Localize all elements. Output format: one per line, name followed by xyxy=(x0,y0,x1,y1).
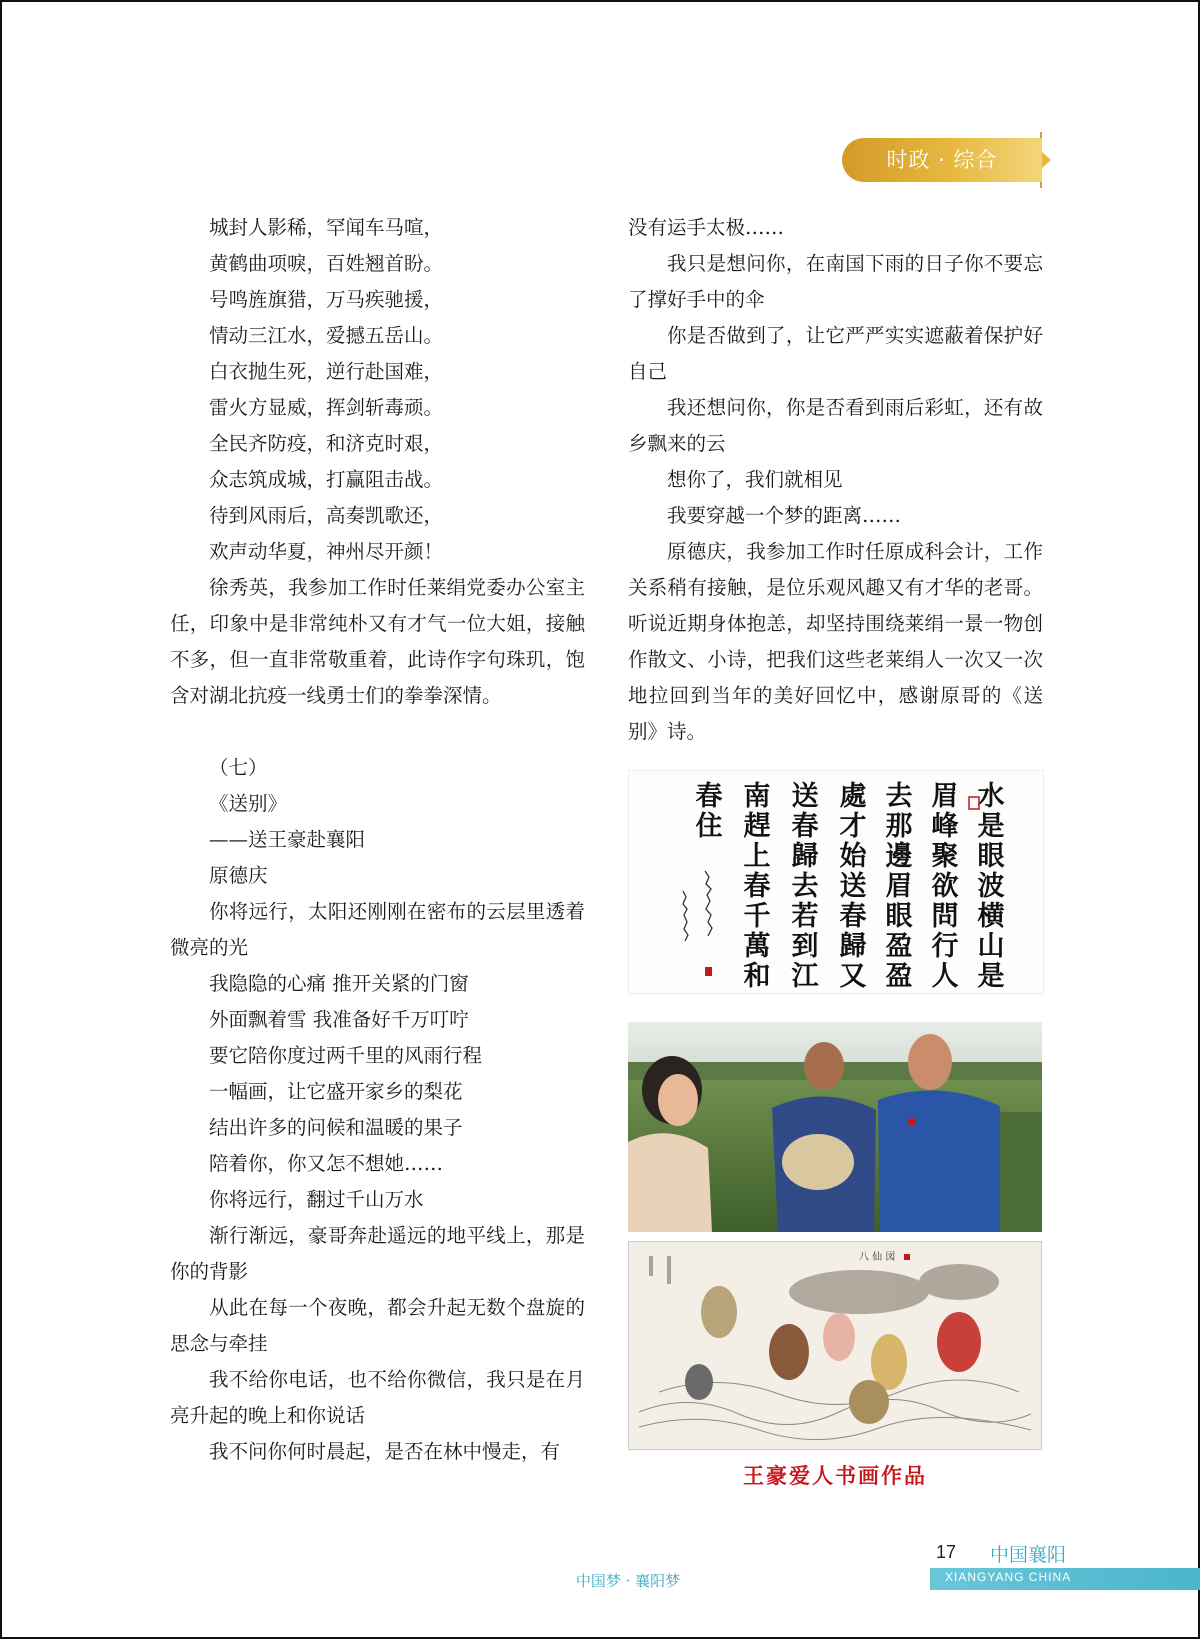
left-column xyxy=(170,210,585,1470)
poem-line: 白衣抛生死，逆行赴国难， xyxy=(209,360,444,383)
section-tag xyxy=(842,138,1042,182)
section-tag-arrow-icon xyxy=(1042,152,1051,168)
calligraphy-column: 水是眼波横山是 xyxy=(977,781,1005,992)
poem-line: 众志筑成城，打赢阻击战。 xyxy=(209,468,444,491)
poem-title: 《送别》 xyxy=(209,792,288,815)
poem-line: 待到风雨后，高奏凯歌还， xyxy=(209,504,444,527)
poem-line: 一幅画，让它盛开家乡的梨花 xyxy=(209,1080,463,1103)
calligraphy-column: 送春歸去若到江 xyxy=(791,781,819,992)
poem-line: 雷火方显威，挥剑斩毒顽。 xyxy=(209,396,444,419)
seal-stamp xyxy=(705,967,712,976)
poem-author: 原德庆 xyxy=(209,864,268,887)
poem-line: 要它陪你度过两千里的风雨行程 xyxy=(209,1044,483,1067)
calligraphy-column: 南趕上春千萬和 xyxy=(743,781,771,992)
poem-line: 结出许多的问候和温暖的果子 xyxy=(209,1116,463,1139)
calligraphy-column: 去那邊眉眼盈盈 xyxy=(885,781,913,992)
spacer xyxy=(170,714,585,750)
image-caption: 王豪爱人书画作品 xyxy=(743,1463,927,1488)
poem-line: 情动三江水，爱撼五岳山。 xyxy=(209,324,444,347)
calligraphy-column: 春住 xyxy=(695,781,723,842)
ink-painting xyxy=(628,1241,1042,1450)
comment-paragraph: 原德庆，我参加工作时任原成科会计，工作关系稍有接触，是位乐观风趣又有才华的老哥。听说近期身体抱恙，却坚持围绕莱绢一景一物创作散文、小诗，把我们这些老莱绢人一次又一次地拉回到当年的美好回忆中，感谢原哥的《送别》诗。 xyxy=(628,540,1043,743)
poem-line: 陪着你，你又怎不想她…… xyxy=(209,1152,444,1175)
poem-line: 我只是想问你，在南国下雨的日子你不要忘了撑好手中的伞 xyxy=(628,252,1043,311)
right-column xyxy=(628,210,1043,750)
poem-line: 你将远行，翻过千山万水 xyxy=(209,1188,424,1211)
ink-painting-svg xyxy=(629,1242,1041,1449)
poem-line: 我还想问你，你是否看到雨后彩虹，还有故乡飘来的云 xyxy=(628,396,1043,455)
poem-line: 外面飘着雪 我准备好千万叮咛 xyxy=(209,1008,469,1031)
calligraphy-artwork xyxy=(628,770,1044,994)
poem-line: 我要穿越一个梦的距离…… xyxy=(667,504,902,527)
poem-line: 号鸣旌旗猎，万马疾驰援， xyxy=(209,288,444,311)
poem-line: 欢声动华夏，神州尽开颜！ xyxy=(209,540,444,563)
poem-line: 城封人影稀，罕闻车马喧， xyxy=(209,216,444,239)
poem-line: 你是否做到了，让它严严实实遮蔽着保护好自己 xyxy=(628,324,1043,383)
poem-line: 黄鹤曲项唳，百姓翘首盼。 xyxy=(209,252,444,275)
section-tag-label: 时政 · 综合 xyxy=(886,148,998,172)
poem-line: 我不给你电话，也不给你微信，我只是在月亮升起的晚上和你说话 xyxy=(170,1368,585,1427)
poem-line: 渐行渐远，豪哥奔赴遥远的地平线上，那是你的背影 xyxy=(170,1224,585,1283)
field-photo-svg xyxy=(628,1022,1042,1232)
poem-line: 我隐隐的心痛 推开关紧的门窗 xyxy=(209,972,469,995)
poem-line: 从此在每一个夜晚，都会升起无数个盘旋的思念与牵挂 xyxy=(170,1296,585,1355)
poem-line-continued: 没有运手太极…… xyxy=(628,216,785,239)
poem-line: 想你了，我们就相见 xyxy=(667,468,843,491)
magazine-subtitle: XIANGYANG CHINA xyxy=(945,1570,1072,1584)
magazine-title: 中国襄阳 xyxy=(990,1544,1067,1566)
page-number: 17 xyxy=(936,1542,957,1562)
svg-text:八 仙 図: 八 仙 図 xyxy=(859,1252,896,1263)
poem-line: 我不问你何时晨起，是否在林中慢走，有 xyxy=(209,1440,561,1463)
footer-slogan xyxy=(0,1570,1200,1591)
footer-slogan-text: 中国梦 · 襄阳梦 xyxy=(575,1572,681,1590)
poem-subtitle: ——送王豪赴襄阳 xyxy=(209,828,366,851)
comment-paragraph: 徐秀英，我参加工作时任莱绢党委办公室主任，印象中是非常纯朴又有才气一位大姐，接触不多，但一直非常敬重着，此诗作字句珠玑，饱含对湖北抗疫一线勇士们的拳拳深情。 xyxy=(170,576,585,707)
calligraphy-svg xyxy=(629,771,1043,993)
field-photo xyxy=(628,1022,1042,1232)
calligraphy-column: 眉峰聚欲問行人 xyxy=(931,781,959,992)
poem-number: （七） xyxy=(209,756,268,779)
poem-line: 你将远行，太阳还刚刚在密布的云层里透着微亮的光 xyxy=(170,900,585,959)
calligraphy-column: 處才始送春歸又 xyxy=(839,781,867,992)
poem-line: 全民齐防疫，和济克时艰， xyxy=(209,432,444,455)
